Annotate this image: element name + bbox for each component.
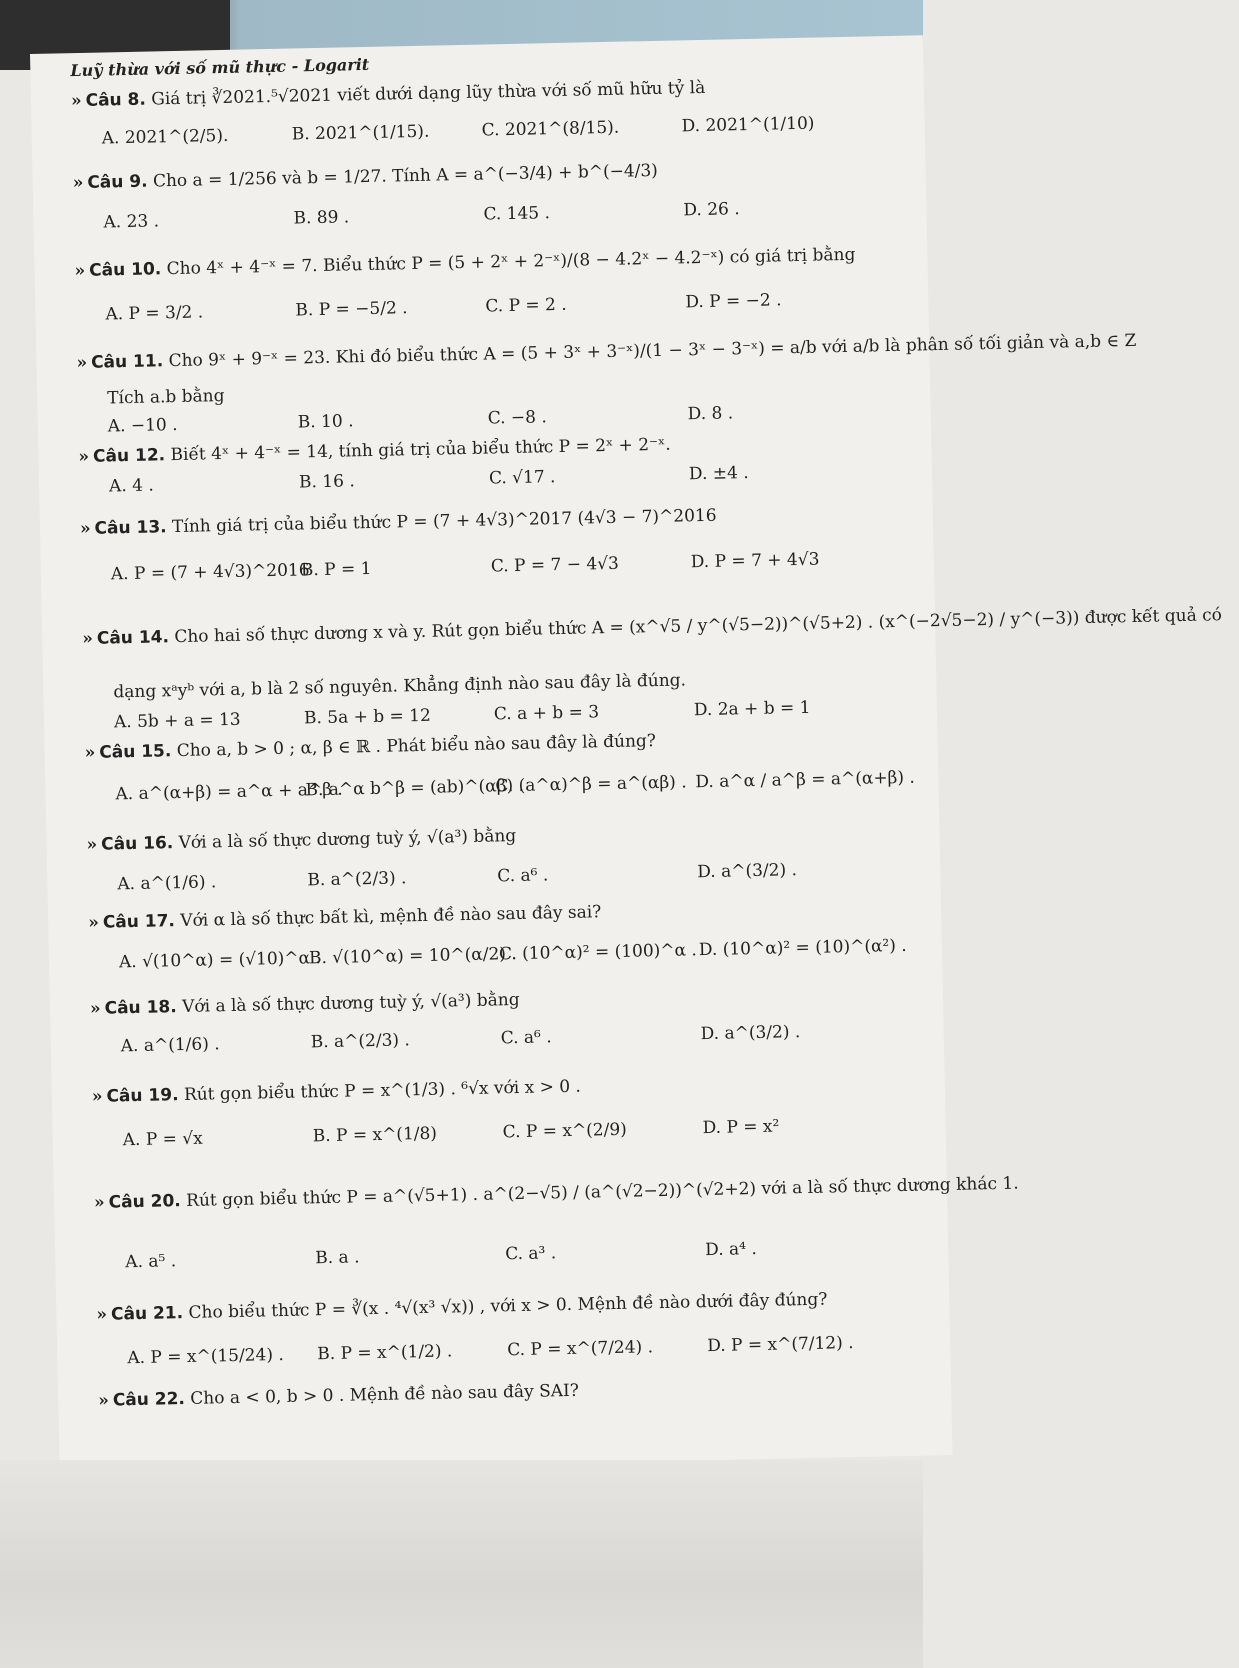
question-label: Câu 8.	[85, 89, 147, 111]
question-label: Câu 21.	[110, 1303, 184, 1325]
option-a: A. P = x^(15/24) .	[127, 1344, 284, 1369]
option-a: A. P = (7 + 4√3)^2016	[110, 560, 310, 585]
option-b: B. a^α b^β = (ab)^(αβ) .	[305, 775, 525, 801]
option-a: A. 23 .	[103, 211, 160, 233]
question-14	[82, 605, 1222, 649]
question-label: Câu 16.	[100, 833, 174, 855]
bullet-icon: »	[98, 1390, 110, 1411]
question-16	[86, 826, 516, 855]
bullet-icon: »	[72, 172, 84, 194]
question-text: Cho 4ˣ + 4⁻ˣ = 7. Biểu thức P = (5 + 2ˣ + 2⁻ˣ)/(8 − 4.2ˣ − 4.2⁻ˣ) có giá trị bằng	[166, 244, 856, 280]
option-c: C. P = x^(7/24) .	[507, 1337, 654, 1361]
option-c: C. P = x^(2/9)	[502, 1119, 628, 1143]
bullet-icon: »	[93, 1192, 105, 1213]
option-a: A. √(10^α) = (√10)^α .	[118, 948, 322, 973]
question-label: Câu 17.	[102, 911, 176, 933]
option-a: A. a^(1/6) .	[120, 1034, 220, 1057]
question-label: Câu 18.	[104, 997, 177, 1019]
question-21	[96, 1290, 827, 1325]
bullet-icon: »	[70, 90, 82, 112]
question-text: Rút gọn biểu thức P = x^(1/3) . ⁶√x với x > 0 .	[183, 1076, 582, 1106]
option-d: D. a^(3/2) .	[700, 1022, 801, 1045]
option-c: C. a⁶ .	[497, 865, 549, 887]
question-text: Với a là số thực dương tuỳ ý, √(a³) bằng	[181, 989, 520, 1018]
option-d: D. a^(3/2) .	[697, 860, 798, 883]
option-b: B. a .	[315, 1247, 360, 1269]
option-d: D. 26 .	[683, 199, 740, 221]
option-c: C. a³ .	[505, 1243, 557, 1265]
bullet-icon: »	[86, 834, 98, 855]
option-b: B. 5a + b = 12	[303, 705, 432, 729]
question-text: Biết 4ˣ + 4⁻ˣ = 14, tính giá trị của biểu thức P = 2ˣ + 2⁻ˣ.	[170, 434, 671, 466]
option-c: C. 145 .	[483, 203, 551, 225]
option-d: D. a⁴ .	[704, 1239, 757, 1261]
question-20	[94, 1174, 1019, 1213]
option-a: A. a^(1/6) .	[117, 872, 217, 895]
question-18	[90, 990, 520, 1019]
option-d: D. ±4 .	[688, 463, 749, 485]
question-text: Tính giá trị của biểu thức P = (7 + 4√3)^2017 (4√3 − 7)^2016	[171, 505, 717, 538]
option-c: C. a⁶ .	[500, 1027, 552, 1049]
option-d: D. P = −2 .	[685, 290, 782, 313]
option-d: D. P = 7 + 4√3	[690, 549, 820, 573]
option-a: A. P = 3/2 .	[105, 302, 204, 325]
bullet-icon: »	[89, 998, 101, 1019]
bullet-icon: »	[82, 628, 94, 650]
question-text: Rút gọn biểu thức P = a^(√5+1) . a^(2−√5) / (a^(√2−2))^(√2+2) với a là số thực dương khác 1.	[185, 1173, 1019, 1211]
question-text: Cho hai số thực dương x và y. Rút gọn biểu thức A = (x^√5 / y^(√5−2))^(√5+2) . (x^(−2√5−2) / y^(−3)) được kết quả có	[174, 605, 1223, 648]
question-extra: dạng xᵃyᵇ với a, b là 2 số nguyên. Khẳng định nào sau đây là đúng.	[113, 670, 687, 703]
question-label: Câu 10.	[88, 259, 162, 281]
option-b: B. a^(2/3) .	[307, 868, 407, 891]
option-d: D. P = x²	[702, 1116, 780, 1139]
question-13	[80, 506, 717, 539]
question-label: Câu 19.	[106, 1085, 179, 1107]
question-label: Câu 9.	[87, 171, 148, 193]
option-a: A. −10 .	[107, 414, 178, 437]
option-a: A. 2021^(2/5).	[101, 125, 229, 149]
option-d: D. a^α / a^β = a^(α+β) .	[695, 767, 916, 793]
question-text: Cho a = 1/256 và b = 1/27. Tính A = a^(−3/4) + b^(−4/3)	[152, 160, 659, 192]
question-text: Với α là số thực bất kì, mệnh đề nào sau đây sai?	[180, 902, 602, 932]
option-b: B. 16 .	[298, 471, 355, 493]
option-b: B. 2021^(1/15).	[291, 121, 430, 145]
option-a: A. a⁵ .	[125, 1251, 177, 1273]
question-19	[92, 1077, 581, 1107]
question-8	[71, 78, 706, 111]
question-text: Giá trị ∛2021.⁵√2021 viết dưới dạng lũy thừa với số mũ hữu tỷ là	[151, 77, 706, 110]
worksheet-page	[30, 35, 1223, 1473]
question-label: Câu 11.	[90, 351, 164, 373]
option-b: B. P = −5/2 .	[295, 298, 408, 321]
option-a: A. P = √x	[122, 1128, 203, 1151]
option-c: C. −8 .	[487, 407, 548, 429]
page-bottom-blank	[0, 1460, 923, 1668]
option-b: B. a^(2/3) .	[310, 1030, 411, 1053]
question-label: Câu 20.	[108, 1191, 181, 1213]
option-b: B. 89 .	[293, 207, 350, 229]
question-12	[78, 435, 671, 467]
option-c: C. P = 2 .	[485, 294, 567, 317]
option-c: C. 2021^(8/15).	[481, 117, 620, 141]
worksheet-title: Luỹ thừa với số mũ thực - Logarit	[70, 54, 370, 81]
question-label: Câu 22.	[112, 1389, 186, 1411]
question-text: Cho biểu thức P = ∛(x . ⁴√(x³ √x)) , với x > 0. Mệnh đề nào dưới đây đúng?	[188, 1289, 828, 1323]
question-22	[98, 1381, 579, 1411]
question-text: Với a là số thực dương tuỳ ý, √(a³) bằng	[178, 825, 517, 854]
question-label: Câu 14.	[96, 627, 170, 649]
question-15	[84, 731, 656, 763]
option-b: B. P = x^(1/8)	[312, 1123, 438, 1147]
option-d: D. 8 .	[687, 403, 734, 425]
option-c: C. (a^α)^β = a^(αβ) .	[495, 772, 687, 797]
bullet-icon: »	[78, 446, 90, 468]
bullet-icon: »	[76, 352, 88, 374]
option-c: C. P = 7 − 4√3	[490, 553, 620, 577]
option-b: B. √(10^α) = 10^(α/2) .	[308, 944, 517, 969]
option-a: A. a^(α+β) = a^α + a^β .	[115, 779, 343, 805]
question-text: Cho 9ˣ + 9⁻ˣ = 23. Khi đó biểu thức A = (5 + 3ˣ + 3⁻ˣ)/(1 − 3ˣ − 3⁻ˣ) = a/b với a/b là phân số tối giản và a,b ∈ Z	[168, 330, 1137, 372]
option-c: C. a + b = 3	[493, 702, 600, 725]
option-d: D. 2a + b = 1	[693, 697, 811, 721]
question-text: Cho a < 0, b > 0 . Mệnh đề nào sau đây SAI?	[190, 1380, 580, 1409]
question-17	[88, 902, 602, 933]
bullet-icon: »	[96, 1304, 108, 1325]
option-d: D. P = x^(7/12) .	[706, 1333, 854, 1357]
bullet-icon: »	[88, 912, 100, 933]
question-extra: Tích a.b bằng	[107, 386, 225, 409]
bullet-icon: »	[91, 1086, 103, 1107]
option-c: C. √17 .	[488, 467, 556, 489]
question-11	[76, 331, 1136, 373]
question-label: Câu 15.	[99, 741, 172, 763]
question-9	[73, 161, 659, 193]
option-a: A. 5b + a = 13	[113, 709, 241, 733]
bullet-icon: »	[84, 742, 96, 764]
option-b: B. 10 .	[297, 411, 354, 433]
question-10	[74, 245, 855, 281]
option-c: C. (10^α)² = (100)^α .	[498, 940, 698, 965]
bullet-icon: »	[74, 260, 86, 282]
option-a: A. 4 .	[108, 475, 154, 497]
question-text: Cho a, b > 0 ; α, β ∈ ℝ . Phát biểu nào sau đây là đúng?	[176, 731, 657, 762]
option-d: D. 2021^(1/10)	[681, 113, 815, 137]
question-label: Câu 12.	[92, 445, 166, 467]
question-label: Câu 13.	[94, 517, 167, 539]
bullet-icon: »	[79, 518, 91, 540]
option-d: D. (10^α)² = (10)^(α²) .	[698, 935, 907, 961]
option-b: B. P = 1	[300, 558, 372, 581]
option-b: B. P = x^(1/2) .	[317, 1341, 453, 1365]
